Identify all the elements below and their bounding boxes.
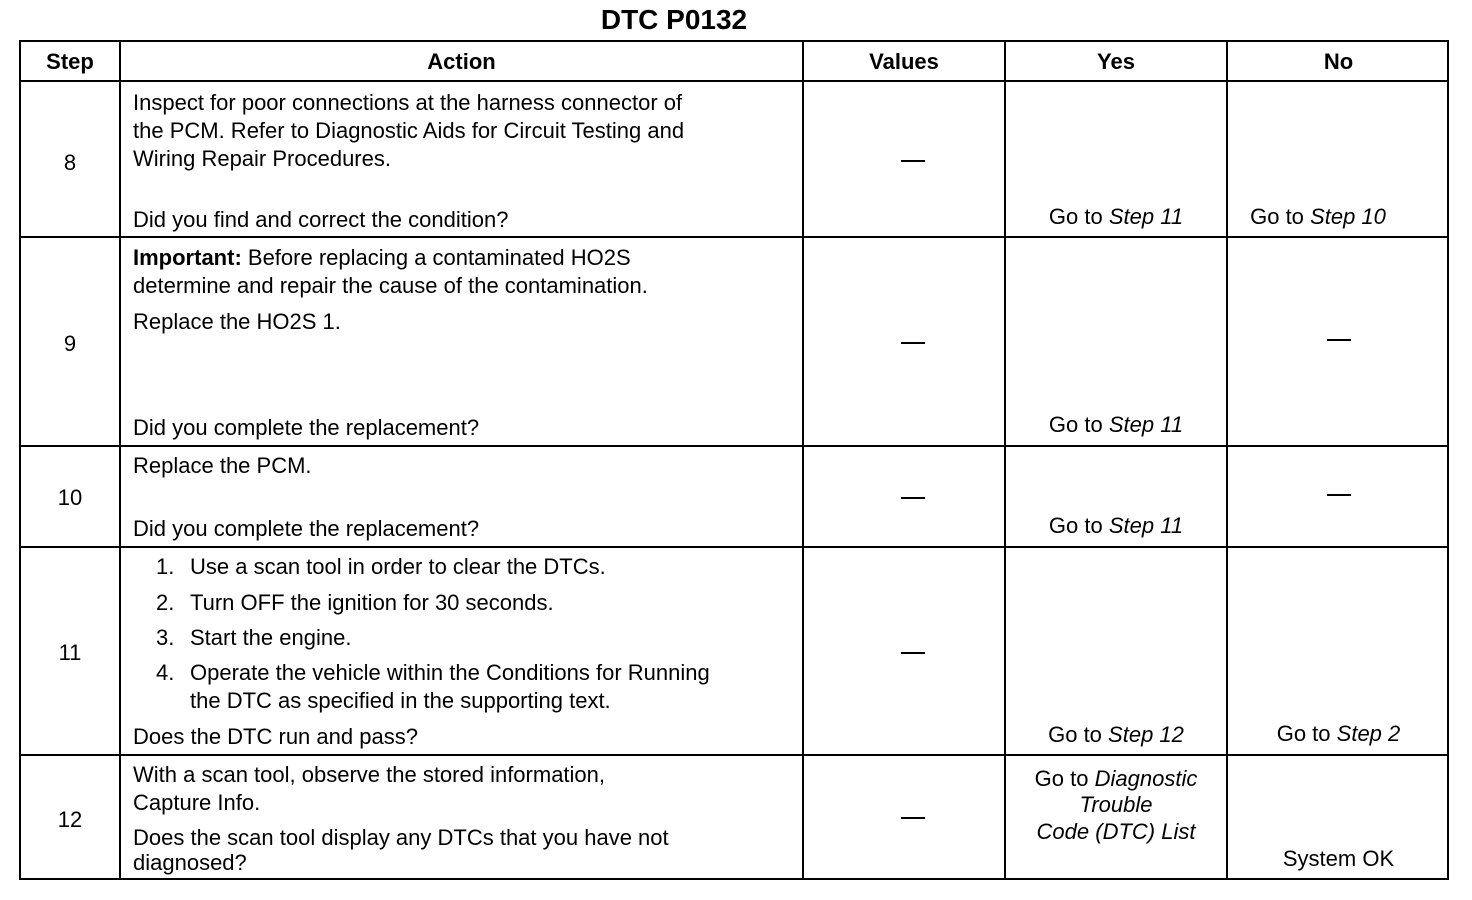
yes-goto: Go to Diagnostic: [1034, 766, 1198, 791]
values-dash: [901, 497, 925, 499]
row-divider: [21, 754, 1447, 756]
list-number: 1.: [156, 554, 175, 579]
list-number: 3.: [156, 625, 175, 650]
action-text: With a scan tool, observe the stored information,: [133, 762, 606, 787]
values-dash: [901, 817, 925, 819]
column-divider: [1004, 42, 1006, 878]
action-text: Replace the HO2S 1.: [133, 309, 341, 334]
column-divider: [1226, 42, 1228, 878]
step-number: 10: [57, 485, 83, 510]
list-number: 2.: [156, 590, 175, 615]
values-dash: [901, 652, 925, 654]
action-text: the PCM. Refer to Diagnostic Aids for Circuit Testing and: [133, 118, 685, 143]
values-dash: [901, 342, 925, 344]
diagnostic-table: [19, 40, 1449, 880]
no-goto: Go to Step 10: [1250, 204, 1386, 229]
action-question: Did you complete the replacement?: [133, 415, 480, 440]
step-number: 12: [57, 807, 83, 832]
action-question: Did you find and correct the condition?: [133, 207, 509, 232]
column-divider: [119, 42, 121, 878]
yes-goto: Go to Step 11: [1048, 204, 1184, 229]
header-action: Action: [427, 49, 496, 74]
list-item: Start the engine.: [190, 625, 352, 650]
step-number: 11: [58, 640, 82, 665]
step-number: 9: [63, 331, 77, 356]
action-question: diagnosed?: [133, 850, 247, 875]
row-divider: [21, 445, 1447, 447]
header-step: Step: [46, 49, 94, 74]
action-question: Does the DTC run and pass?: [133, 724, 418, 749]
yes-goto: Go to Step 11: [1048, 412, 1184, 437]
list-item: Use a scan tool in order to clear the DTCs.: [190, 554, 606, 579]
action-text: Wiring Repair Procedures.: [133, 146, 391, 171]
list-item-continued: the DTC as specified in the supporting text.: [190, 688, 611, 713]
action-text: determine and repair the cause of the contamination.: [133, 273, 648, 298]
yes-goto: Go to Step 11: [1048, 513, 1184, 538]
values-dash: [901, 160, 925, 162]
header-no: No: [1323, 49, 1354, 74]
no-dash: [1327, 339, 1351, 341]
action-question: Does the scan tool display any DTCs that you have not: [133, 825, 669, 850]
header-values: Values: [869, 49, 939, 74]
row-divider: [21, 236, 1447, 238]
action-question: Did you complete the replacement?: [133, 516, 480, 541]
list-number: 4.: [156, 660, 175, 685]
no-dash: [1327, 494, 1351, 496]
step-number: 8: [63, 150, 77, 175]
yes-goto-continued: Code (DTC) List: [1036, 819, 1196, 844]
no-result: System OK: [1282, 846, 1395, 871]
important-note: Important: Before replacing a contaminated HO2S: [133, 245, 631, 270]
list-item: Turn OFF the ignition for 30 seconds.: [190, 590, 554, 615]
action-text: Replace the PCM.: [133, 453, 312, 478]
page-title: DTC P0132: [600, 4, 748, 35]
no-goto: Go to Step 2: [1276, 721, 1401, 746]
header-yes: Yes: [1097, 49, 1135, 74]
action-text: Inspect for poor connections at the harness connector of: [133, 90, 683, 115]
list-item: Operate the vehicle within the Conditions for Running: [190, 660, 710, 685]
row-divider: [21, 546, 1447, 548]
yes-goto: Go to Step 12: [1048, 722, 1184, 747]
yes-goto-continued: Trouble: [1079, 792, 1153, 817]
column-divider: [802, 42, 804, 878]
action-text: Capture Info.: [133, 790, 261, 815]
